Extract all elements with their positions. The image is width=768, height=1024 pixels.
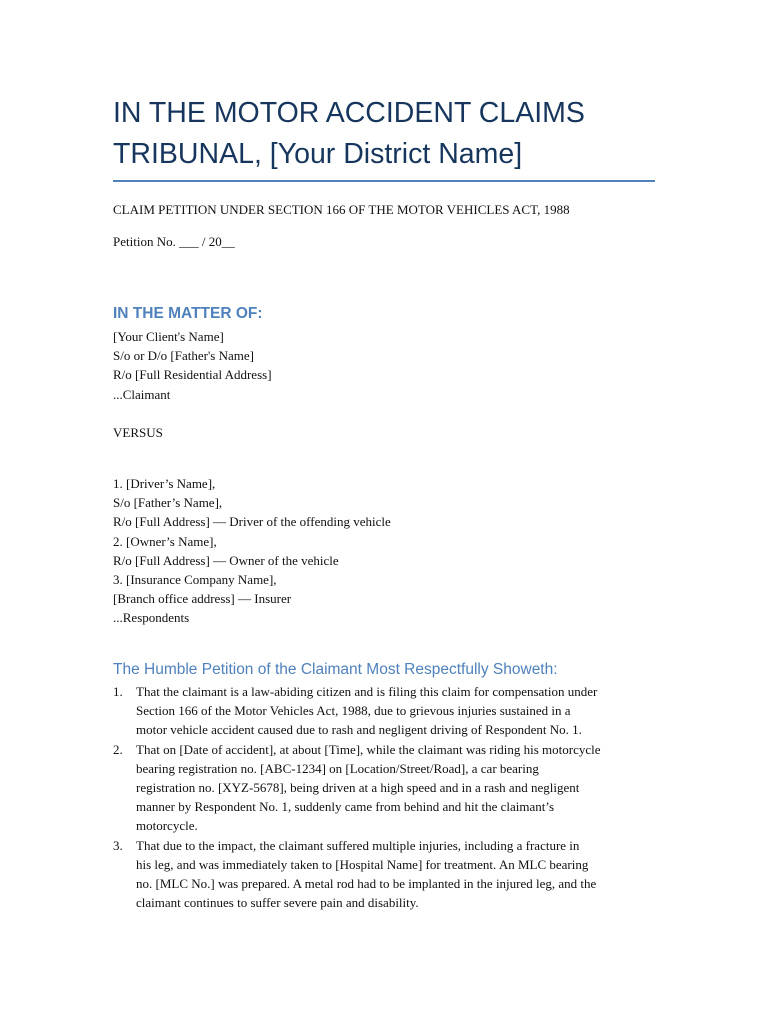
petition-paragraph-list [113,682,658,912]
paragraph-line: motorcycle. [136,818,198,834]
respondent-line: R/o [Full Address] — Owner of the vehicle [113,552,339,568]
versus-label: VERSUS [113,425,163,440]
paragraph-line: motor vehicle accident caused due to rash and negligent driving of Respondent No. 1. [136,722,582,738]
respondents-block [113,474,391,628]
claimant-line: S/o or D/o [Father's Name] [113,348,254,364]
paragraph-text [136,740,658,836]
document-title: IN THE MOTOR ACCIDENT CLAIMS TRIBUNAL, [Your District Name] [113,97,585,170]
paragraph-line: That due to the impact, the claimant suffered multiple injuries, including a fracture in [136,837,580,853]
respondent-line: R/o [Full Address] — Driver of the offending vehicle [113,514,391,530]
petition-paragraph [113,836,658,913]
paragraph-text [136,836,658,913]
paragraph-number: 1. [113,684,123,699]
paragraph-line: That on [Date of accident], at about [Time], while the claimant was riding his motorcycle [136,741,601,757]
paragraph-line: registration no. [XYZ-5678], being driven at a high speed and in a rash and negligent [136,780,580,796]
petition-paragraph [113,740,658,836]
matter-heading: IN THE MATTER OF: [113,305,263,322]
respondent-line: [Branch office address] — Insurer [113,591,292,607]
paragraph-number: 2. [113,741,123,757]
claimant-line: [Your Client's Name] [113,329,224,344]
paragraph-line: That the claimant is a law-abiding citizen and is filing this claim for compensation under [136,684,598,699]
petition-subtitle: CLAIM PETITION UNDER SECTION 166 OF THE MOTOR VEHICLES ACT, 1988 [113,202,570,217]
paragraph-line: no. [MLC No.] was prepared. A metal rod had to be implanted in the injured leg, and the [136,876,597,892]
humble-petition-heading: The Humble Petition of the Claimant Most Respectfully Showeth: [113,661,558,678]
paragraph-line: claimant continues to suffer severe pain and disability. [136,895,419,911]
respondent-line: 2. [Owner’s Name], [113,533,217,549]
paragraph-text [136,682,658,740]
petition-paragraph [113,682,658,740]
respondent-line: S/o [Father’s Name], [113,495,223,511]
paragraph-line: his leg, and was immediately taken to [Hospital Name] for treatment. An MLC bearing [136,856,589,872]
respondent-line: 1. [Driver’s Name], [113,476,216,491]
respondent-line: 3. [Insurance Company Name], [113,572,277,588]
paragraph-line: manner by Respondent No. 1, suddenly came from behind and hit the claimant’s [136,799,555,815]
claimant-line: ...Claimant [113,386,171,402]
claimant-line: R/o [Full Residential Address] [113,367,272,383]
paragraph-line: bearing registration no. [ABC-1234] on [Location/Street/Road], a car bearing [136,760,539,776]
petition-number: Petition No. ___ / 20__ [113,234,235,249]
paragraph-line: Section 166 of the Motor Vehicles Act, 1988, due to grievous injuries sustained in a [136,703,571,719]
title-underline-rule [113,180,655,182]
respondent-line: ...Respondents [113,610,190,626]
claimant-block [113,327,272,404]
paragraph-number: 3. [113,837,123,853]
